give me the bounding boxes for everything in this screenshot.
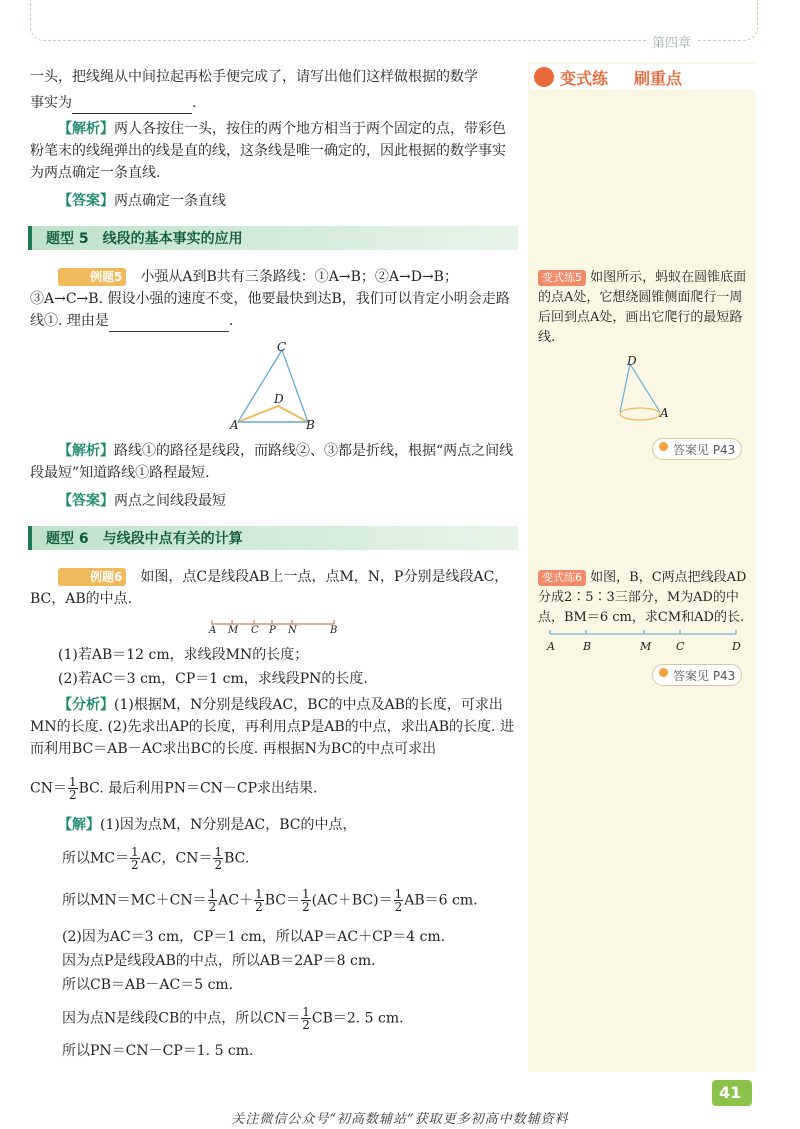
type6-banner-text: 题型 6 与线段中点有关的计算 — [46, 531, 243, 547]
fraction — [301, 888, 311, 913]
fraction — [213, 846, 223, 871]
fenxi-label: 【分析】 — [58, 697, 114, 713]
v6-label-d: D — [732, 640, 741, 653]
cone-label-d: D — [627, 354, 637, 368]
variant5 — [538, 268, 752, 348]
variant-subtitle: 刷重点 — [634, 69, 683, 88]
s3a: 所以MN＝MC＋CN＝ — [62, 892, 207, 909]
type6-q2: (2)若AC＝3 cm，CP＝1 cm，求线段PN的长度. — [58, 671, 368, 687]
daan-label: 【答案】 — [58, 493, 114, 509]
s2b: AC，CN＝ — [140, 850, 213, 867]
frac-num: 1 — [255, 887, 263, 901]
solution-step-8: 所以PN＝CN－CP＝1. 5 cm. — [62, 1043, 254, 1059]
frac-den: 2 — [255, 900, 263, 914]
answer-link-v6[interactable] — [652, 664, 742, 686]
seg-label-p: P — [269, 625, 276, 636]
s3d: (AC＋BC)＝ — [311, 892, 393, 909]
pin-icon — [659, 668, 668, 677]
daan-text: 两点之间线段最短 — [114, 493, 226, 509]
fraction — [254, 888, 264, 913]
footer-note: 关注微信公众号“初高数辅站”获取更多初高中数辅资料 — [231, 1112, 569, 1127]
page-number: 41 — [719, 1083, 742, 1102]
type6-banner — [28, 526, 518, 550]
example5-badge: 例题5 — [58, 268, 126, 286]
jiexi-label: 【解析】 — [58, 443, 114, 459]
fig5-label-a: A — [230, 418, 239, 432]
solution-step-6: 所以CB＝AB－AC＝5 cm. — [62, 977, 234, 993]
variant-icon — [534, 67, 554, 87]
type5-q-text: 小强从A到B共有三条路线：①A→B；②A→D→B；③A→C→B. 假设小强的速度不变，他要最快到达B，我们可以肯定小明会走路线①. 理由是 — [30, 269, 510, 329]
frac-num: 1 — [208, 887, 217, 901]
solution-step-7 — [62, 1006, 404, 1031]
frac-den: 2 — [301, 900, 310, 914]
type6-question — [30, 566, 518, 610]
answer-blank — [72, 99, 192, 114]
page-number-badge — [712, 1080, 752, 1106]
s7b: CB＝2. 5 cm. — [311, 1010, 404, 1027]
type6-fenxi — [30, 694, 518, 760]
fenxi-b-post: BC. 最后利用PN＝CN－CP求出结果. — [78, 780, 318, 797]
reason-blank — [109, 317, 229, 332]
fenxi-text: (1)根据M，N分别是线段AC，BC的中点及AB的长度，可求出MN的长度. (2)先求出AP的长度，再利用点P是AB的中点，求出AB的长度. 进而利用BC＝AB－AC求出BC的长度. 再根据N为BC的中点可求出 — [30, 697, 514, 757]
type5-jiexi — [30, 440, 518, 484]
type5-banner — [28, 226, 518, 250]
variant5-badge: 变式练5 — [538, 270, 586, 286]
type6-q-text: 如图，点C是线段AB上一点，点M，N，P分别是线段AC，BC，AB的中点. — [30, 569, 509, 607]
variant6-badge: 变式练6 — [538, 570, 586, 586]
top-line1: 一头，把线绳从中间拉起再松手便完成了，请写出他们这样做根据的数学 — [30, 69, 478, 85]
type5-banner-text: 题型 5 线段的基本事实的应用 — [46, 231, 243, 247]
variant5-text: 如图所示，蚂蚁在圆锥底面的点A处，它想绕圆锥侧面爬行一周后回到点A处，画出它爬行的最短路线. — [538, 270, 747, 345]
variant6 — [538, 568, 752, 628]
type5-question — [30, 266, 518, 332]
chapter-label: 第四章 — [646, 32, 697, 51]
variant-header — [530, 64, 756, 90]
pin-icon — [659, 442, 668, 451]
type6-jie — [58, 814, 357, 836]
example6-badge: 例题6 — [58, 568, 126, 586]
frac-num: 1 — [131, 845, 139, 859]
solution-step-2 — [62, 846, 249, 871]
jiexi-text: 路线①的路径是线段，而路线②、③都是折线，根据“两点之间线段最短”知道路线①路程最短. — [30, 443, 514, 481]
frac-num: 1 — [394, 887, 403, 901]
frac-den: 2 — [208, 900, 217, 914]
frac-den: 2 — [68, 788, 77, 802]
fraction — [394, 888, 404, 913]
answer-link-text: 答案见 P43 — [673, 443, 736, 457]
fraction — [68, 776, 78, 801]
frac-den: 2 — [131, 858, 139, 872]
fraction — [208, 888, 218, 913]
seg-label-c: C — [251, 625, 259, 636]
s2c: BC. — [224, 850, 250, 867]
frac-num: 1 — [68, 775, 77, 789]
frac-num: 1 — [301, 887, 310, 901]
type5-q-end: . — [228, 313, 234, 329]
frac-den: 2 — [214, 858, 223, 872]
variant6-text: 如图，B，C两点把线段AD分成2∶5∶3三部分，M为AD的中点，BM＝6 cm，求CM和AD的长. — [538, 570, 747, 625]
answer-link-v5[interactable] — [652, 438, 742, 460]
solution-step-5: 因为点P是线段AB的中点，所以AB＝2AP＝8 cm. — [62, 953, 376, 969]
fig5-label-d: D — [274, 392, 284, 406]
frac-den: 2 — [394, 900, 403, 914]
top-line2 — [30, 92, 196, 114]
fenxi-b-pre: CN＝ — [30, 780, 67, 797]
v6-label-c: C — [676, 640, 685, 653]
jie-label: 【解】 — [58, 817, 100, 833]
fraction — [301, 1006, 311, 1031]
top-line2-text: 事实为 — [30, 95, 72, 111]
v6-label-a: A — [547, 640, 555, 653]
solution-step-4: (2)因为AC＝3 cm，CP＝1 cm，所以AP＝AC＋CP＝4 cm. — [62, 929, 446, 945]
frac-den: 2 — [302, 1018, 310, 1032]
s7a: 因为点N是线段CB的中点，所以CN＝ — [62, 1010, 301, 1027]
seg-label-a: A — [209, 625, 217, 636]
s3e: AB＝6 cm. — [404, 892, 478, 909]
seg-label-n: N — [288, 625, 297, 636]
s3c: BC＝ — [264, 892, 300, 909]
jiexi-label: 【解析】 — [58, 121, 114, 137]
v6-label-b: B — [583, 640, 592, 653]
daan-text: 两点确定一条直线 — [114, 193, 226, 209]
fig5-label-b: B — [306, 418, 315, 432]
type6-q1: (1)若AB＝12 cm，求线段MN的长度； — [58, 647, 309, 663]
seg-label-m: M — [228, 625, 239, 636]
type5-daan — [58, 490, 226, 512]
daan-label: 【答案】 — [58, 193, 114, 209]
seg-label-b: B — [330, 625, 338, 636]
variant-title: 变式练 — [560, 69, 609, 88]
top-jiexi — [30, 118, 518, 184]
solution-step-3 — [62, 888, 478, 913]
solution-step-1: (1)因为点M，N分别是AC，BC的中点， — [100, 817, 357, 833]
answer-link-text: 答案见 P43 — [673, 669, 736, 683]
type6-fenxi-b — [30, 776, 317, 801]
s2a: 所以MC＝ — [62, 850, 130, 867]
frac-num: 1 — [302, 1005, 310, 1019]
v6-label-m: M — [640, 640, 652, 653]
variant-practice-panel — [528, 62, 756, 1072]
fraction — [130, 846, 140, 871]
cone-label-a: A — [660, 406, 669, 420]
top-daan — [58, 190, 226, 212]
jiexi-text: 两人各按住一头，按住的两个地方相当于两个固定的点，带彩色粉笔末的线绳弹出的线是直的线，这条线是唯一确定的，因此根据的数学事实为两点确定一条直线. — [30, 121, 506, 181]
fig5-label-c: C — [277, 340, 287, 354]
s3b: AC＋ — [218, 892, 254, 909]
top-line2-end: . — [192, 95, 197, 111]
frac-num: 1 — [214, 845, 223, 859]
